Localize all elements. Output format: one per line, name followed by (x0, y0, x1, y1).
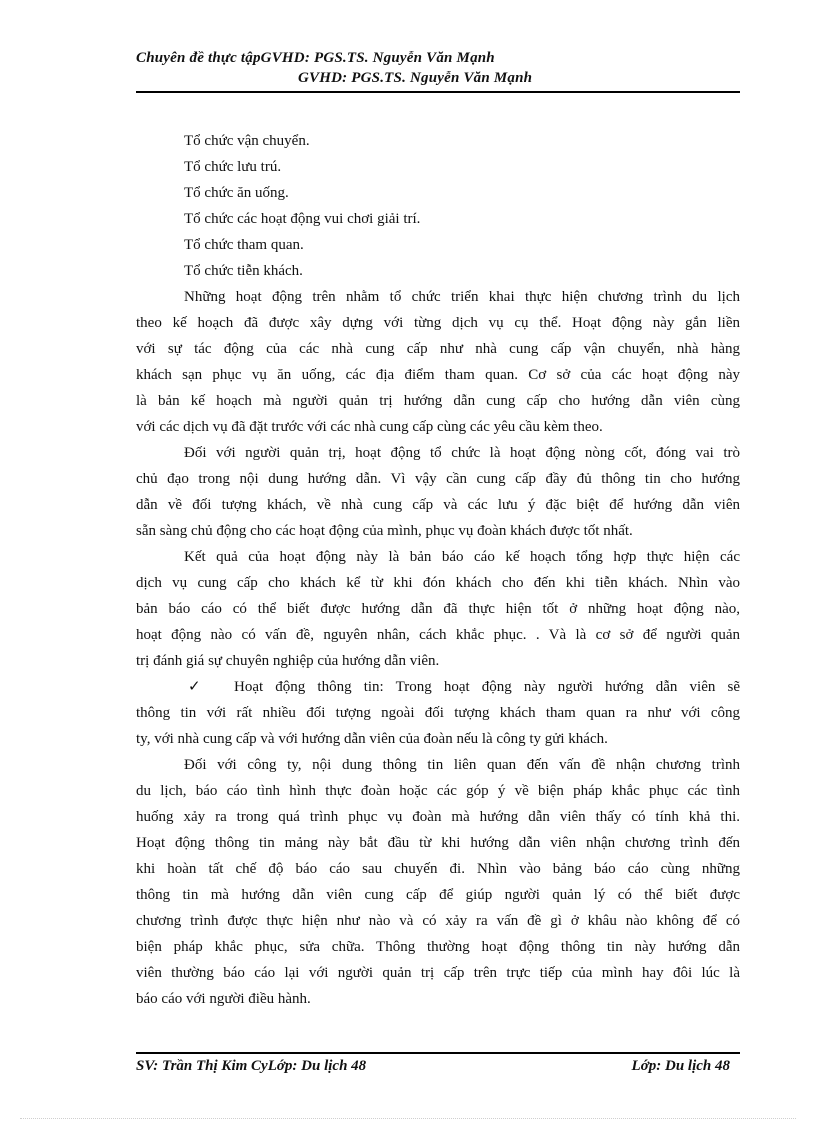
text-line-content: khách sạn phục vụ ăn uống, các địa điểm tham quan. Cơ sở của các hoạt động này (136, 367, 740, 383)
text-line-content: thông tin mà hướng dẫn viên cung cấp để giúp người quản lý có thể biết được (136, 887, 740, 903)
text-line (136, 232, 740, 258)
text-line (136, 622, 740, 648)
text-line-content: hoạt động nào có vấn đề, nguyên nhân, cách khắc phục. . Và là cơ sở để người quản (136, 627, 740, 643)
text-line-content: Hoạt động thông tin mảng này bắt đầu từ khi hướng dẫn viên nhận chương trình đến (136, 835, 740, 851)
text-line (136, 414, 740, 440)
text-line (136, 362, 740, 388)
text-line-content: ty, với nhà cung cấp và với hướng dẫn viên của đoàn nếu là công ty gửi khách. (136, 731, 608, 747)
text-line (136, 596, 740, 622)
text-line-content: trị đánh giá sự chuyên nghiệp của hướng dẫn viên. (136, 653, 440, 669)
text-line-content: Kết quả của hoạt động này là bản báo cáo kế hoạch tổng hợp thực hiện các (184, 549, 740, 565)
text-line (136, 154, 740, 180)
text-line-content: Tổ chức vận chuyển. (184, 133, 310, 149)
text-line (136, 518, 740, 544)
text-line-content: dẫn về đối tượng khách, về nhà cung cấp và các lưu ý đặc biệt để hướng dẫn viên (136, 497, 740, 513)
text-line (136, 778, 740, 804)
text-line (136, 960, 740, 986)
text-line (136, 986, 740, 1012)
text-line (136, 570, 740, 596)
text-line (136, 388, 740, 414)
text-line-content: du lịch, báo cáo tình hình thực đoàn hoặc các góp ý về biện pháp khắc phục các tình (136, 783, 740, 799)
text-line-content: dịch vụ cung cấp cho khách kể từ khi đón khách cho đến khi tiễn khách. Nhìn vào (136, 575, 740, 591)
text-line (136, 804, 740, 830)
text-line (136, 908, 740, 934)
text-line-content: báo cáo với người điều hành. (136, 991, 311, 1007)
text-line-content: Đối với công ty, nội dung thông tin liên quan đến vấn đề nhận chương trình (184, 757, 740, 773)
text-line-content: là bản kế hoạch mà người quản trị hướng dẫn cung cấp cho hướng dẫn viên cùng (136, 393, 740, 409)
text-line-content: Tổ chức tiễn khách. (184, 263, 303, 279)
text-line-content: viên thường báo cáo lại với người quản trị cấp trên trực tiếp của mình hay đôi lúc là (136, 965, 740, 981)
text-line (136, 752, 740, 778)
text-line-content: theo kế hoạch đã được xây dựng với từng dịch vụ cụ thể. Hoạt động này gắn liền (136, 315, 740, 331)
text-line-content: sẵn sàng chủ động cho các hoạt động của mình, phục vụ đoàn khách được tốt nhất. (136, 523, 633, 539)
text-line (136, 934, 740, 960)
text-line-content: huống xảy ra trong quá trình phục vụ đoàn mà hướng dẫn viên thấy có tính khả thi. (136, 809, 740, 825)
text-line-content: khi hoàn tất chế độ báo cáo sau chuyến đi. Nhìn vào bảng báo cáo cùng những (136, 861, 740, 877)
text-line (136, 466, 740, 492)
text-line (136, 648, 740, 674)
text-line-content: biện pháp khắc phục, sửa chữa. Thông thường hoạt động thông tin này hướng dẫn (136, 939, 740, 955)
text-line (136, 128, 740, 154)
footer-rule (136, 1052, 740, 1054)
text-line-content: Đối với người quản trị, hoạt động tổ chức là hoạt động nòng cốt, đóng vai trò (184, 445, 740, 461)
text-line-content: Tổ chức ăn uống. (184, 185, 289, 201)
check-icon: ✓ (188, 679, 201, 695)
text-line-content: Những hoạt động trên nhằm tổ chức triển khai thực hiện chương trình du lịch (184, 289, 740, 305)
footer-student: SV: Trần Thị Kim CyLớp: Du lịch 48 (136, 1058, 367, 1074)
text-line-content: chủ đạo trong nội dung hướng dẫn. Vì vậy cần cung cấp đầy đủ thông tin cho hướng (136, 471, 740, 487)
text-line-content: bản báo cáo có thể biết được hướng dẫn đã thực hiện tốt ở những hoạt động nào, (136, 601, 740, 617)
text-line (136, 544, 740, 570)
text-line (136, 180, 740, 206)
text-line-content: với sự tác động của các nhà cung cấp như nhà cung cấp vận chuyển, nhà hàng (136, 341, 740, 357)
text-line (136, 674, 740, 700)
text-line (136, 492, 740, 518)
text-line (136, 206, 740, 232)
text-line (136, 284, 740, 310)
text-line (136, 726, 740, 752)
text-line-content: chương trình được thực hiện như nào và có xảy ra vấn đề gì ở khâu nào không để có (136, 913, 740, 929)
text-line (136, 700, 740, 726)
document-body (136, 128, 740, 1012)
text-line-content: thông tin với rất nhiều đối tượng ngoài đối tượng khách tham quan ra như với công (136, 705, 740, 721)
text-line-content: Hoạt động thông tin: Trong hoạt động này người hướng dẫn viên sẽ (234, 679, 740, 695)
text-line (136, 856, 740, 882)
header-line-1: Chuyên đề thực tậpGVHD: PGS.TS. Nguyễn Văn Mạnh (136, 50, 495, 66)
text-line-content: với các dịch vụ đã đặt trước với các nhà cung cấp cùng các yêu cầu kèm theo. (136, 419, 603, 435)
text-line (136, 336, 740, 362)
page-edge (20, 1118, 796, 1119)
header-rule (136, 91, 740, 93)
text-line (136, 882, 740, 908)
header-line-2: GVHD: PGS.TS. Nguyễn Văn Mạnh (298, 70, 533, 86)
text-line-content: Tổ chức tham quan. (184, 237, 304, 253)
text-line (136, 310, 740, 336)
text-line (136, 830, 740, 856)
page-footer (136, 1056, 740, 1076)
text-line-content: Tổ chức lưu trú. (184, 159, 282, 175)
text-line (136, 258, 740, 284)
text-line (136, 440, 740, 466)
page-header (136, 48, 740, 88)
text-line-content: Tổ chức các hoạt động vui chơi giải trí. (184, 211, 421, 227)
footer-class: Lớp: Du lịch 48 (631, 1058, 730, 1074)
